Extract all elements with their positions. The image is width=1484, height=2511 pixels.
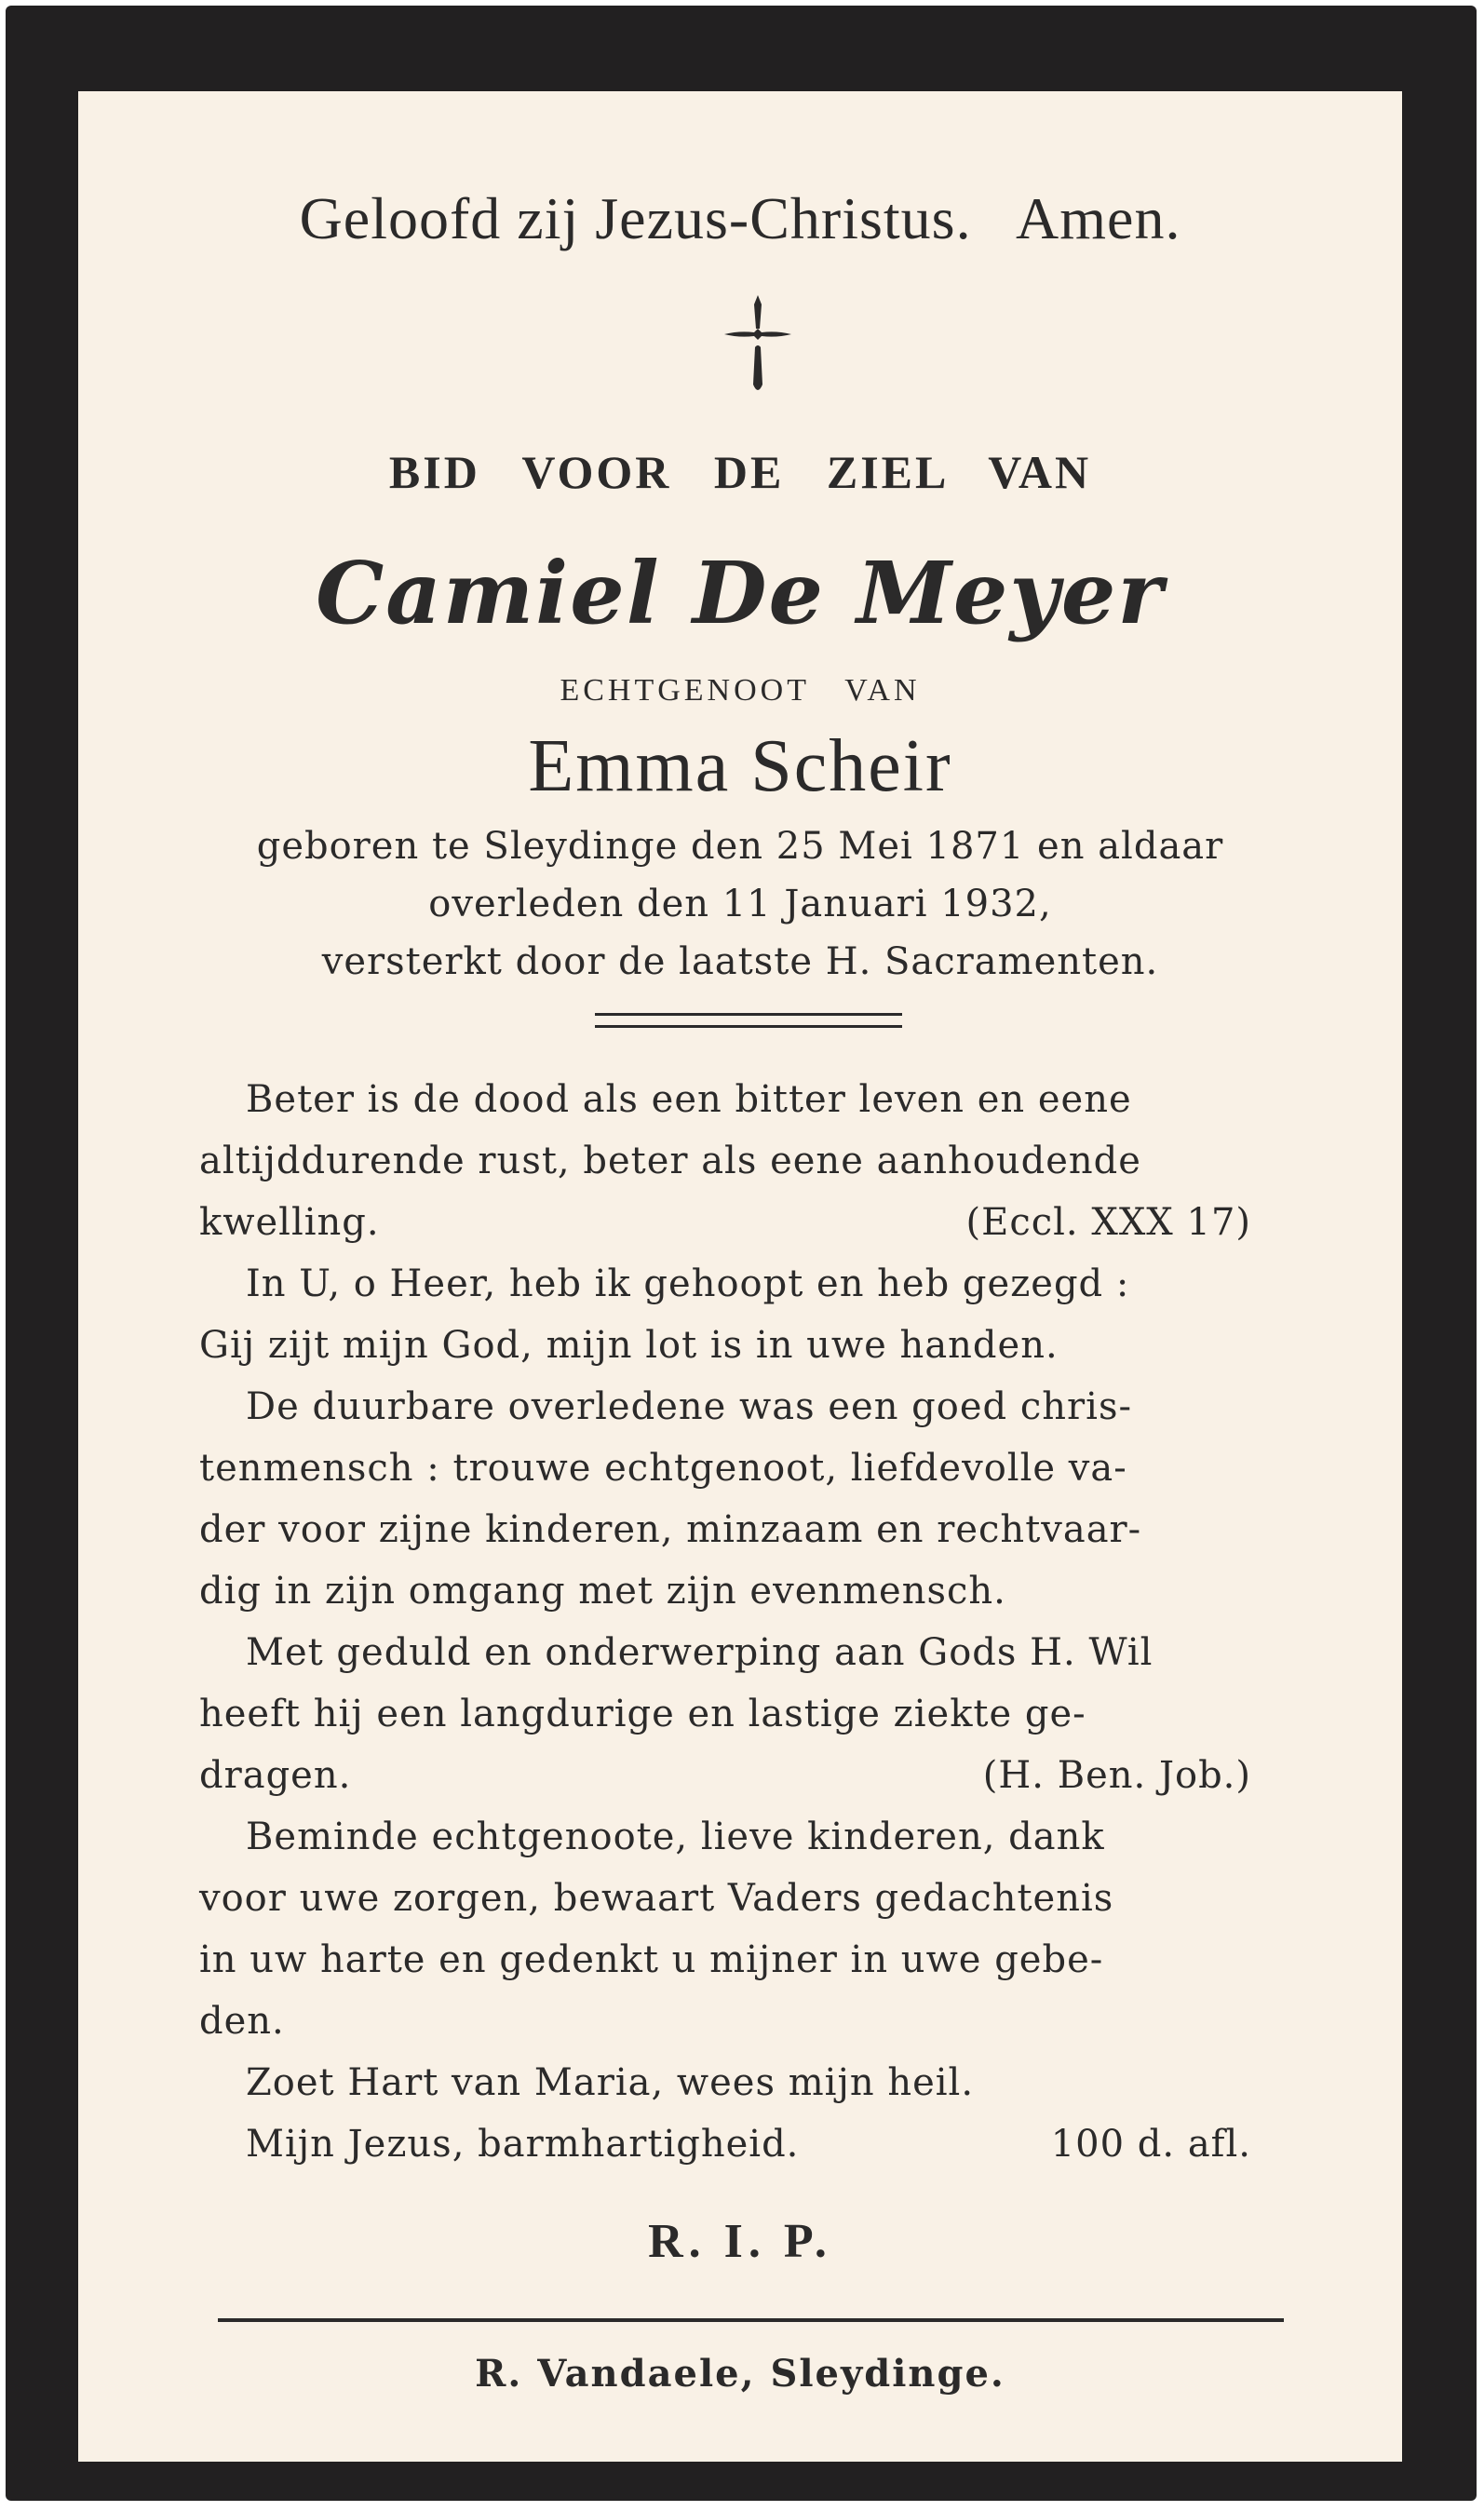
text-line-content: Mijn Jezus, barmhartigheid. — [246, 2123, 800, 2166]
text-line-reference: (Eccl. XXX 17) — [965, 1201, 1251, 1244]
death-line: overleden den 11 Januari 1932, — [428, 883, 1052, 925]
text-line-content: der voor zijne kinderen, minzaam en rechtvaar- — [199, 1508, 1142, 1551]
memorial-card — [6, 6, 1477, 2501]
text-line-content: In U, o Heer, heb ik gehoopt en heb gezegd : — [246, 1262, 1130, 1305]
text-line — [199, 1069, 1307, 1130]
text-line-content: altijddurende rust, beter als eene aanhoudende — [199, 1140, 1141, 1182]
double-divider — [595, 1013, 902, 1028]
text-line-content: Beter is de dood als een bitter leven en eene — [246, 1078, 1132, 1121]
deceased-name: Camiel De Meyer — [316, 543, 1165, 643]
text-line — [199, 1130, 1307, 1192]
text-line-reference: (H. Ben. Job.) — [982, 1754, 1251, 1797]
birth-line: geboren te Sleydinge den 25 Mei 1871 en aldaar — [256, 825, 1224, 868]
spouse-name: Emma Scheir — [528, 725, 952, 807]
text-line — [199, 1868, 1307, 1929]
text-line — [199, 1745, 1307, 1806]
text-line-content: voor uwe zorgen, bewaart Vaders gedachtenis — [199, 1877, 1114, 1920]
sacraments-line: versterkt door de laatste H. Sacramenten. — [321, 940, 1159, 983]
text-line-content: dragen. — [199, 1754, 352, 1797]
text-line-content: dig in zijn omgang met zijn evenmensch. — [199, 1570, 1006, 1613]
text-line — [199, 1991, 1307, 2052]
text-line-content: heeft hij een langdurige en lastige ziekte ge- — [199, 1693, 1086, 1735]
text-line-content: Gij zijt mijn God, mijn lot is in uwe handen. — [199, 1324, 1059, 1367]
text-line-reference: 100 d. afl. — [1050, 2123, 1251, 2166]
text-line — [199, 1806, 1307, 1868]
text-line — [199, 1683, 1307, 1745]
header-text: Geloofd zij Jezus-Christus. Amen. — [299, 185, 1181, 251]
text-line-content: den. — [199, 2000, 285, 2043]
text-line-content: Beminde echtgenoote, lieve kinderen, dank — [246, 1816, 1105, 1858]
printer-credit: R. Vandaele, Sleydinge. — [475, 2352, 1005, 2396]
spouse-label: ECHTGENOOT VAN — [560, 673, 921, 708]
text-line — [199, 1376, 1307, 1438]
birth-death-details — [78, 817, 1402, 991]
text-line-content: Met geduld en onderwerping aan Gods H. Wil — [246, 1631, 1153, 1674]
prayer-request: BID VOOR DE ZIEL VAN — [388, 446, 1092, 498]
text-line — [199, 1253, 1307, 1315]
text-line-content: Zoet Hart van Maria, wees mijn heil. — [246, 2061, 975, 2104]
text-line — [199, 1622, 1307, 1683]
rip-text: R. I. P. — [648, 2215, 832, 2268]
divider — [218, 2318, 1284, 2322]
text-line — [199, 1560, 1307, 1622]
text-line — [199, 2052, 1307, 2113]
text-line — [199, 1438, 1307, 1499]
text-line-content: tenmensch : trouwe echtgenoot, liefdevolle va- — [199, 1447, 1127, 1490]
text-line — [199, 2113, 1307, 2175]
text-line — [199, 1192, 1307, 1253]
text-line — [199, 1499, 1307, 1560]
cross-icon — [721, 291, 795, 403]
card-paper — [78, 91, 1402, 2462]
memorial-text — [199, 1069, 1307, 2175]
text-line — [199, 1929, 1307, 1991]
text-line-content: kwelling. — [199, 1201, 380, 1244]
text-line-content: De duurbare overledene was een goed chris- — [246, 1385, 1132, 1428]
text-line-content: in uw harte en gedenkt u mijner in uwe gebe- — [199, 1938, 1104, 1981]
text-line — [199, 1315, 1307, 1376]
